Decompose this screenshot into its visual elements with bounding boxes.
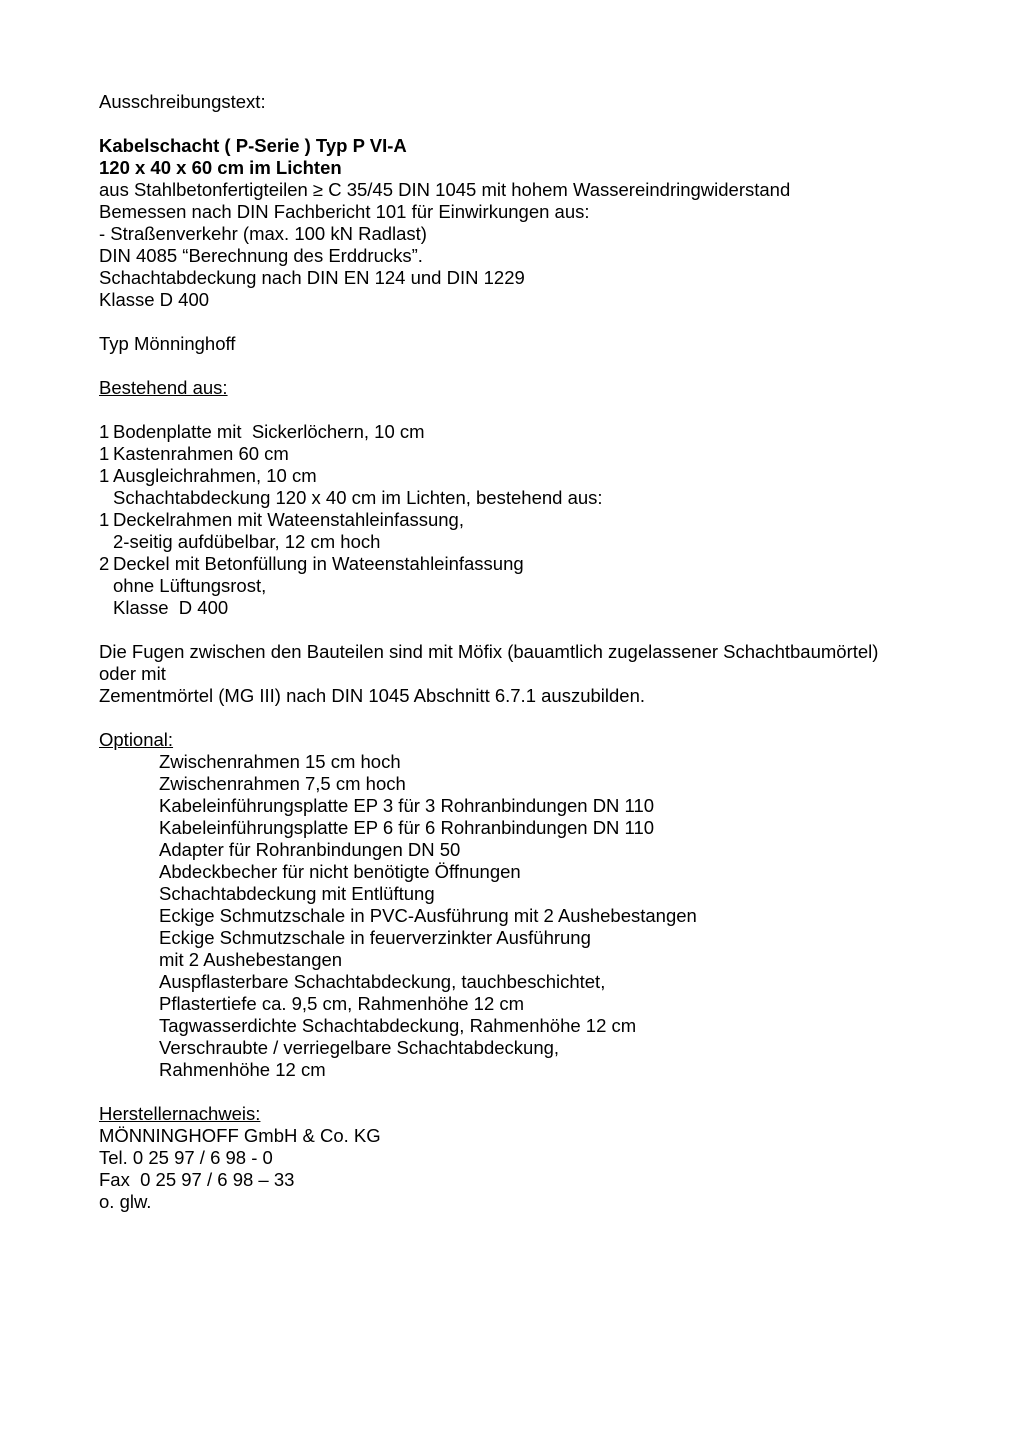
component-line [99,509,1009,531]
components-heading-block [99,377,1009,399]
optional-item: Kabeleinführungsplatte EP 6 für 6 Rohranbindungen DN 110 [159,817,655,838]
component-text: Deckel mit Betonfüllung in Wateenstahleinfassung [113,553,524,574]
optional-item: Adapter für Rohranbindungen DN 50 [159,839,461,860]
component-line [99,531,1009,553]
spec-line: - Straßenverkehr (max. 100 kN Radlast) [99,223,427,244]
component-text: Ausgleichrahmen, 10 cm [113,465,317,486]
manufacturer-block [99,1103,1009,1213]
optional-heading: Optional: [99,729,174,750]
optional-item: Abdeckbecher für nicht benötigte Öffnungen [159,861,521,882]
optional-item: Schachtabdeckung mit Entlüftung [159,883,435,904]
component-text: ohne Lüftungsrost, [113,575,267,596]
optional-item: Zwischenrahmen 7,5 cm hoch [159,773,406,794]
equivalence-note: o. glw. [99,1191,152,1212]
component-qty [99,487,113,509]
component-line [99,443,1009,465]
spec-line: Schachtabdeckung nach DIN EN 124 und DIN 1229 [99,267,525,288]
manufacturer-tel: Tel. 0 25 97 / 6 98 - 0 [99,1147,273,1168]
component-line [99,597,1009,619]
component-text: Klasse D 400 [113,597,229,618]
optional-item: Auspflasterbare Schachtabdeckung, tauchbeschichtet, [159,971,606,992]
components-heading: Bestehend aus: [99,377,228,398]
manufacturer-fax: Fax 0 25 97 / 6 98 – 33 [99,1169,295,1190]
component-qty: 1 [99,443,110,464]
type-block [99,333,1009,355]
component-qty: 2 [99,553,110,574]
document-page [99,91,1009,1213]
component-line [99,465,1009,487]
optional-item: Pflastertiefe ca. 9,5 cm, Rahmenhöhe 12 cm [159,993,525,1014]
optional-item: Eckige Schmutzschale in PVC-Ausführung mit 2 Aushebestangen [159,905,697,926]
component-line [99,575,1009,597]
intro-label: Ausschreibungstext: [99,91,266,112]
component-text: Schachtabdeckung 120 x 40 cm im Lichten, bestehend aus: [113,487,603,508]
components-list [99,421,1009,619]
optional-item: Tagwasserdichte Schachtabdeckung, Rahmenhöhe 12 cm [159,1015,637,1036]
joints-note-line: Die Fugen zwischen den Bauteilen sind mit Möfix (bauamtlich zugelassener Schachtbaumörtel) [99,641,879,662]
joints-note-line: Zementmörtel (MG III) nach DIN 1045 Abschnitt 6.7.1 auszubilden. [99,685,646,706]
component-text: Bodenplatte mit Sickerlöchern, 10 cm [113,421,425,442]
component-qty [99,597,113,619]
type-line: Typ Mönninghoff [99,333,236,354]
product-block [99,135,1009,311]
manufacturer-name: MÖNNINGHOFF GmbH & Co. KG [99,1125,381,1146]
component-qty: 1 [99,509,110,530]
component-qty: 1 [99,421,110,442]
optional-item: Kabeleinführungsplatte EP 3 für 3 Rohranbindungen DN 110 [159,795,655,816]
joints-note-block [99,641,1009,707]
component-qty [99,575,113,597]
spec-line: Bemessen nach DIN Fachbericht 101 für Einwirkungen aus: [99,201,590,222]
component-line [99,421,1009,443]
component-qty: 1 [99,465,110,486]
component-text: Deckelrahmen mit Wateenstahleinfassung, [113,509,464,530]
intro-block [99,91,1009,113]
product-size: 120 x 40 x 60 cm im Lichten [99,157,342,178]
manufacturer-heading: Herstellernachweis: [99,1103,261,1124]
component-text: Kastenrahmen 60 cm [113,443,289,464]
optional-item: Eckige Schmutzschale in feuerverzinkter Ausführung [159,927,591,948]
optional-item: Verschraubte / verriegelbare Schachtabdeckung, [159,1037,560,1058]
spec-line: aus Stahlbetonfertigteilen ≥ C 35/45 DIN 1045 mit hohem Wassereindringwiderstand [99,179,791,200]
optional-item: mit 2 Aushebestangen [159,949,343,970]
joints-note-line: oder mit [99,663,166,684]
component-line [99,487,1009,509]
optional-item: Rahmenhöhe 12 cm [159,1059,326,1080]
component-qty [99,531,113,553]
spec-line: Klasse D 400 [99,289,210,310]
optional-block [99,729,1009,1081]
product-title: Kabelschacht ( P-Serie ) Typ P VI-A [99,135,407,156]
spec-line: DIN 4085 “Berechnung des Erddrucks”. [99,245,423,266]
optional-item: Zwischenrahmen 15 cm hoch [159,751,401,772]
component-text: 2-seitig aufdübelbar, 12 cm hoch [113,531,381,552]
component-line [99,553,1009,575]
